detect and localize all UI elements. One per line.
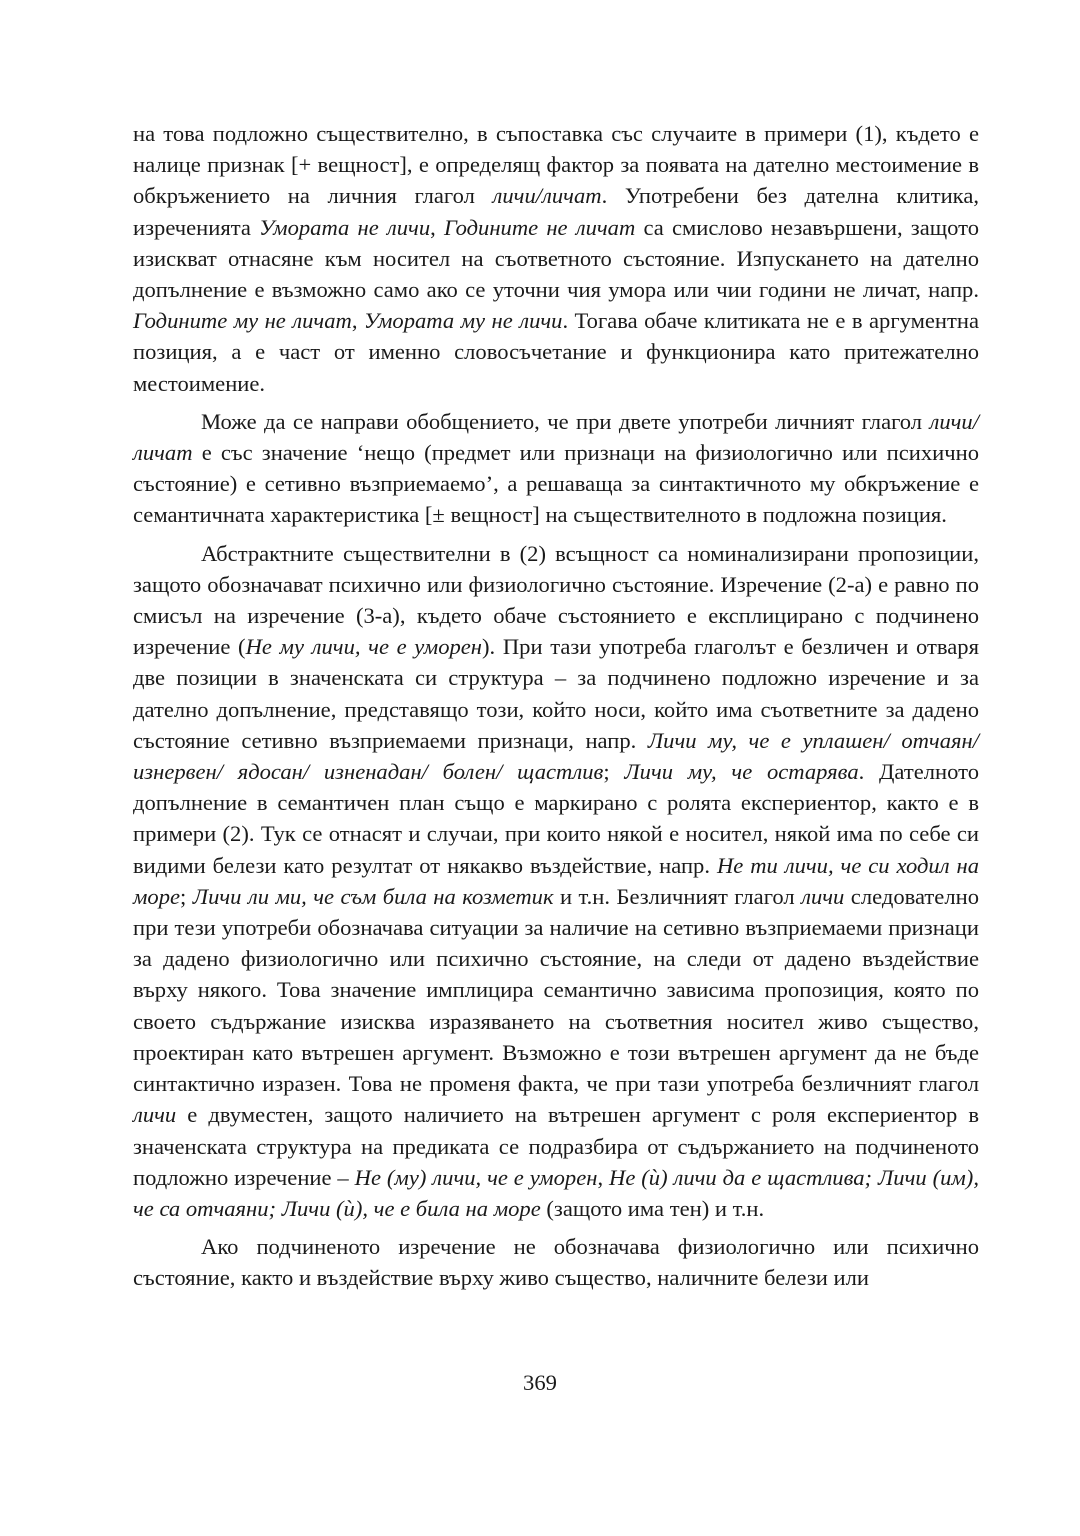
italic-example: Личи ли ми, че съм била на козметик (192, 883, 554, 909)
text-run: и т.н. Безличният глагол (553, 883, 802, 909)
text-run: е със значение ‘нещо (предмет или признаци на физиологично или психично състояние) е сетивно възприемаемо’, а решаваща за синтактичното му обкръжение е семантичната характеристика [± вещност] на съществителното в подложна позиция. (133, 440, 979, 528)
text-run: следователно при тези употреби обозначава ситуации за наличие на сетивно възприемаеми признаци за дадено физиологично или психично състояние, на следи от дадено въздействие върху някого. Това значение имплицира семантично зависима пропозиция, която по своето съдържание изисква изразяването на съответния носител живо същество, проектиран като вътрешен аргумент. Възможно е този вътрешен аргумент да не бъде синтактично изразен. Това не променя факта, че при тази употреба безличният глагол (133, 883, 979, 1097)
italic-example: Не ти личи, че си ходил на море (133, 852, 979, 909)
paragraph (133, 406, 979, 531)
text-run: ; (603, 759, 625, 785)
italic-example: Не (ѝ) личи да е щастлива; Личи (им), че са отчаяни; Личи (ѝ), че е била на море (133, 1164, 979, 1221)
italic-example: Не му личи, че е уморен (245, 634, 483, 660)
text-run: Може да се направи обобщението, че при двете употреби личният глагол (201, 408, 930, 434)
italic-example: личи (133, 1102, 177, 1128)
paragraph (133, 118, 979, 399)
italic-example: личи/личат (492, 183, 602, 209)
italic-example: Годините не личат (443, 214, 636, 240)
text-run: . Дателното допълнение в семантичен план също е маркирано с ролята експериентор, както е в примери (2). Тук се отнасят и случаи, при които някой е носител, някой има по себе си видими белези като резултат от някакво въздействие, напр. (133, 759, 980, 878)
text-run: ; (180, 883, 193, 909)
italic-example: Умората не личи (259, 214, 431, 240)
text-run: Ако подчиненото изречение не обозначава физиологично или психично състояние, както и въздействие върху живо същество, наличните белези или (133, 1234, 979, 1291)
text-run: на това подложно съществително, в съпоставка със случаите в примери (1), където е налице признак [+ вещност], е определящ фактор за появата на дателно местоимение в обкръжението на личния глагол (133, 121, 979, 209)
italic-example: личи (801, 883, 845, 909)
page-number: 369 (523, 1370, 557, 1395)
text-run: Абстрактните съществителни в (2) всъщност са номинализирани пропозиции, защото обозначават психично или физиологично състояние. Изречение (2-а) е равно по смисъл на изречение (3-а), където обаче състоянието е експлицирано с подчинено изречение ( (133, 540, 979, 660)
paragraph (133, 1231, 979, 1293)
text-run: е двуместен, защото наличието на вътрешен аргумент с роля експериентор в значенската структура на предиката се подразбира от съдържанието на подчиненото подложно изречение – (133, 1102, 979, 1190)
text-run: . Употребени без дателна клитика, изреченията (133, 183, 979, 240)
text-run: . Тогава обаче клитиката не е в аргументна позиция, а е част от именно словосъчетание и функционира като притежателно местоимение. (133, 308, 979, 396)
text-run: , (430, 214, 444, 240)
page-body (133, 118, 979, 1294)
italic-example: Личи му, че е уплашен/ отчаян/ изнервен/ ядосан/ изненадан/ болен/ щастлив (133, 727, 979, 785)
italic-example: Умората му не личи (363, 308, 563, 334)
text-run: (защото има тен) и т.н. (540, 1195, 765, 1221)
italic-example: Личи му, че остарява (624, 759, 859, 785)
italic-example: Годините му не личат (133, 308, 352, 334)
italic-example: личи/ личат (133, 408, 979, 466)
text-run: , (597, 1164, 609, 1190)
text-run: , (351, 308, 364, 334)
italic-example: Не (му) личи, че е уморен (354, 1164, 598, 1190)
text-run: са смислово незавършени, защото изискват отнасяне към носител на съответното състояние. Изпускането на дателно допълнение е възможно само ако се уточни чия умора или чии години не личат, напр. (133, 214, 979, 303)
paragraph (133, 538, 979, 1224)
text-run: ). При тази употреба глаголът е безличен и отваря две позиции в значенската си структура – за подчинено подложно изречение и за дателно допълнение, представящо този, който носи, който има съответните за дадено състояние сетивно възприемаеми признаци, напр. (133, 634, 979, 753)
